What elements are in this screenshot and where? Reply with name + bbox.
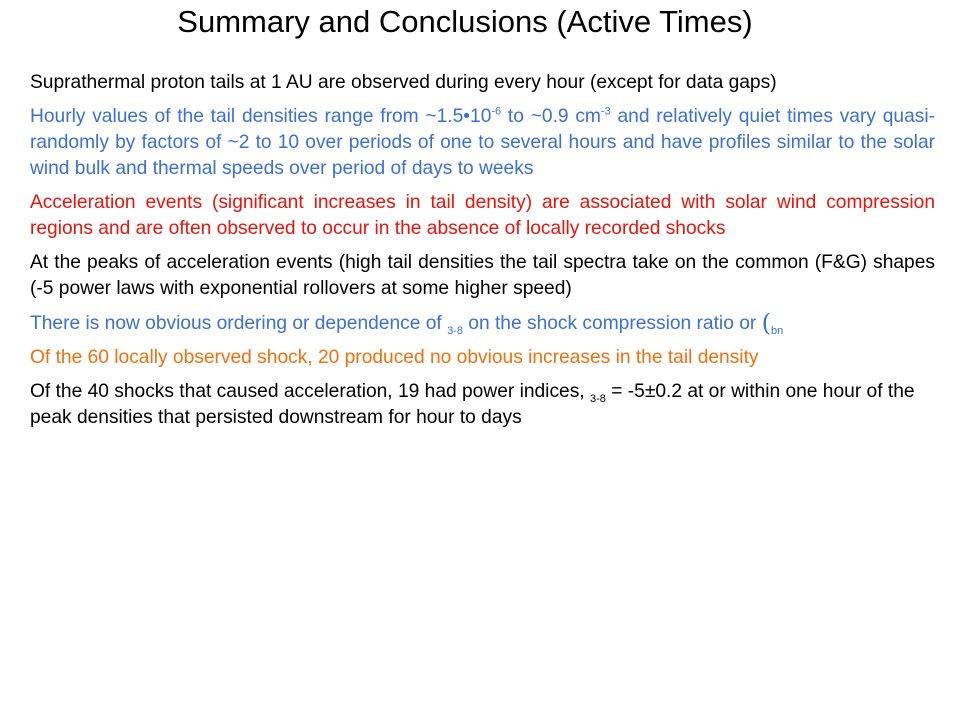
text-segment: There is now obvious ordering or dependence of: [30, 313, 448, 334]
text-segment: and relatively quiet times vary quasi-randomly by factors of ~2 to 10 over periods of one to several hours and have profiles similar to the solar wind bulk and thermal speeds over period of days to weeks: [30, 106, 935, 179]
text-segment: = -5±0.2 at or within one hour of the peak densities that persisted downstream for hour to days: [30, 381, 915, 428]
text-segment: on the shock compression ratio or: [462, 313, 762, 334]
text-segment: to ~0.9 cm: [501, 106, 601, 127]
slide-body: [30, 70, 935, 439]
superscript: -3: [600, 105, 611, 118]
paragraph-acceleration-events: Acceleration events (significant increases in tail density) are associated with solar wind compression regions and are often observed to occur in the absence of locally recorded shocks: [30, 192, 935, 239]
slide-title: Summary and Conclusions (Active Times): [177, 4, 753, 39]
superscript: -6: [491, 105, 502, 118]
paragraph-observation: Suprathermal proton tails at 1 AU are observed during every hour (except for data gaps): [30, 72, 777, 93]
text-segment: Hourly values of the tail densities range from ~1.5•10: [30, 106, 492, 127]
subscript: 3-8: [447, 324, 463, 337]
paragraph-power-indices: [30, 379, 935, 431]
paragraph-tail-densities: [30, 104, 935, 182]
paragraph-shock-count: Of the 60 locally observed shock, 20 produced no obvious increases in the tail density: [30, 347, 759, 368]
text-segment: Of the 40 shocks that caused acceleration, 19 had power indices,: [30, 381, 590, 402]
paragraph-ordering: [30, 310, 935, 337]
subscript: 3-8: [589, 392, 606, 405]
paragraph-spectra-peaks: At the peaks of acceleration events (high tail densities the tail spectra take on the common (F&G) shapes (-5 power laws with exponential rollovers at some higher speed): [30, 252, 935, 299]
theta-symbol-icon: (: [761, 309, 771, 337]
subscript: bn: [770, 324, 784, 337]
